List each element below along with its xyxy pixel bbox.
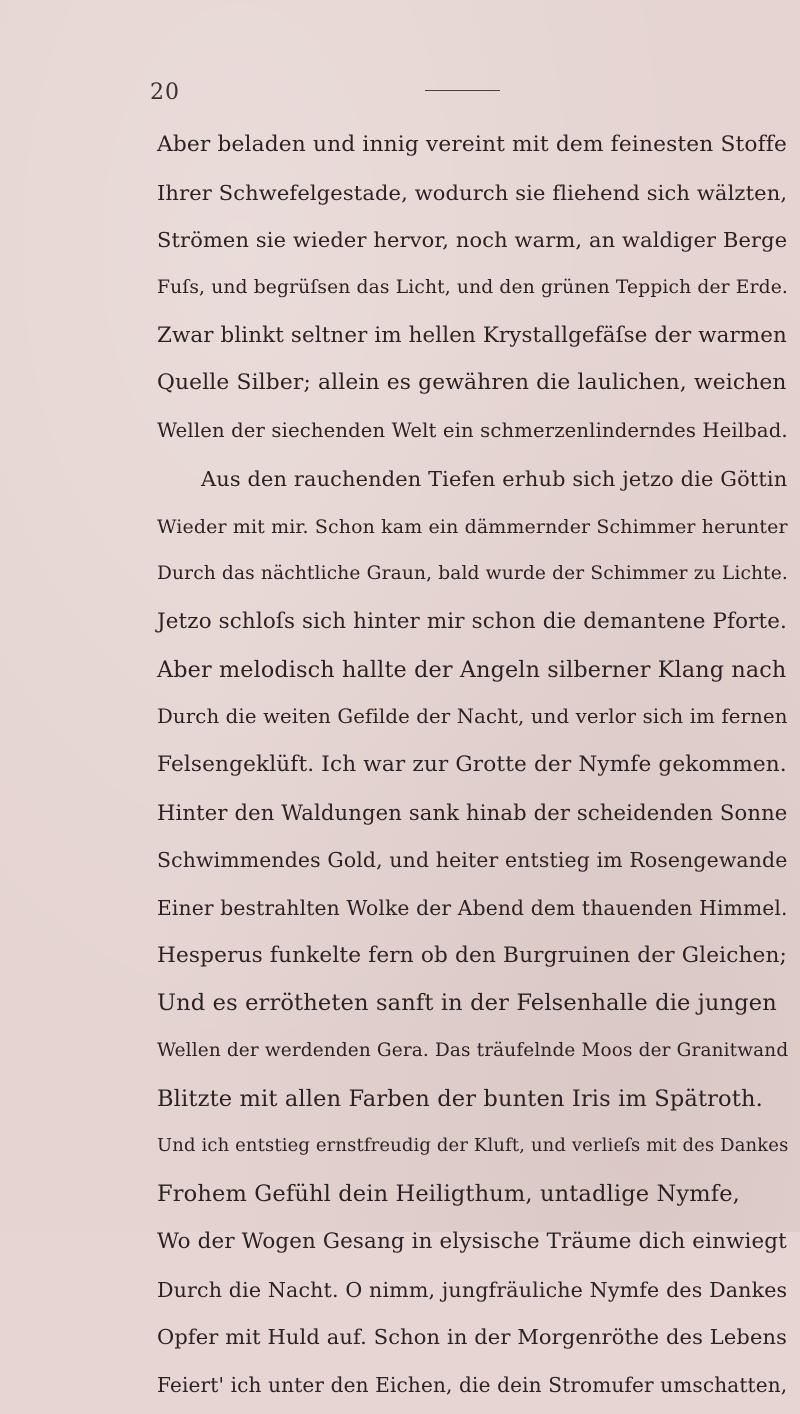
text-line: Und ich entstieg ernstfreudig der Kluft, und verlieſs mit des Dankes	[157, 1135, 789, 1157]
text-line: Feiert' ich unter den Eichen, die dein Stromufer umschatten,	[157, 1372, 788, 1397]
text-line: Zwar blinkt seltner im hellen Krystallgefäſse der warmen	[157, 322, 787, 348]
text-line: Wellen der werdenden Gera. Das träufelnde Moos der Granitwand	[157, 1040, 789, 1062]
poem-text	[157, 126, 797, 1414]
text-line: Aber melodisch hallte der Angeln silberner Klang nach	[157, 656, 787, 683]
text-line: Durch das nächtliche Graun, bald wurde der Schimmer zu Lichte.	[157, 563, 788, 585]
text-line: Felsengeklüft. Ich war zur Grotte der Nymfe gekommen.	[157, 751, 787, 777]
text-line: Opfer mit Huld auf. Schon in der Morgenröthe des Lebens	[157, 1325, 788, 1350]
text-line: Durch die Nacht. O nimm, jungfräuliche Nymfe des Dankes	[157, 1277, 788, 1302]
text-line: Hinter den Waldungen sank hinab der scheidenden Sonne	[157, 799, 788, 825]
header-rule	[425, 90, 500, 91]
text-line: Wo der Wogen Gesang in elysische Träume dich einwiegt	[157, 1228, 787, 1254]
text-line: Durch die weiten Gefilde der Nacht, und verlor sich im fernen	[157, 705, 788, 729]
text-line: Fuſs, und begrüſsen das Licht, und den grünen Teppich der Erde.	[157, 277, 788, 299]
text-line: Strömen sie wieder hervor, noch warm, an waldiger Berge	[157, 228, 788, 253]
text-line: Hesperus funkelte fern ob den Burgruinen der Gleichen;	[157, 942, 787, 968]
text-line: Aus den rauchenden Tiefen erhub sich jetzo die Göttin	[201, 466, 788, 491]
text-line: Wellen der siechenden Welt ein schmerzenlinderndes Heilbad.	[157, 419, 788, 443]
text-line: Ihrer Schwefelgestade, wodurch sie fliehend sich wälzten,	[157, 180, 788, 205]
text-line: Jetzo schloſs sich hinter mir schon die demantene Pforte.	[157, 608, 787, 634]
text-line: Blitzte mit allen Farben der bunten Iris im Spätroth.	[157, 1085, 763, 1112]
text-line: Und es errötheten sanft in der Felsenhalle die jungen	[157, 990, 777, 1017]
page-number: 20	[150, 80, 180, 105]
text-line: Aber beladen und innig vereint mit dem feinesten Stoffe	[157, 132, 787, 157]
text-line: Quelle Silber; allein es gewähren die laulichen, weichen	[157, 370, 787, 396]
text-line: Frohem Gefühl dein Heiligthum, untadlige Nymfe,	[157, 1181, 740, 1208]
text-line: Wieder mit mir. Schon kam ein dämmernder Schimmer herunter	[157, 515, 788, 538]
text-line: Schwimmendes Gold, und heiter entstieg im Rosengewande	[157, 848, 788, 873]
text-line: Einer bestrahlten Wolke der Abend dem thauenden Himmel.	[157, 896, 788, 920]
